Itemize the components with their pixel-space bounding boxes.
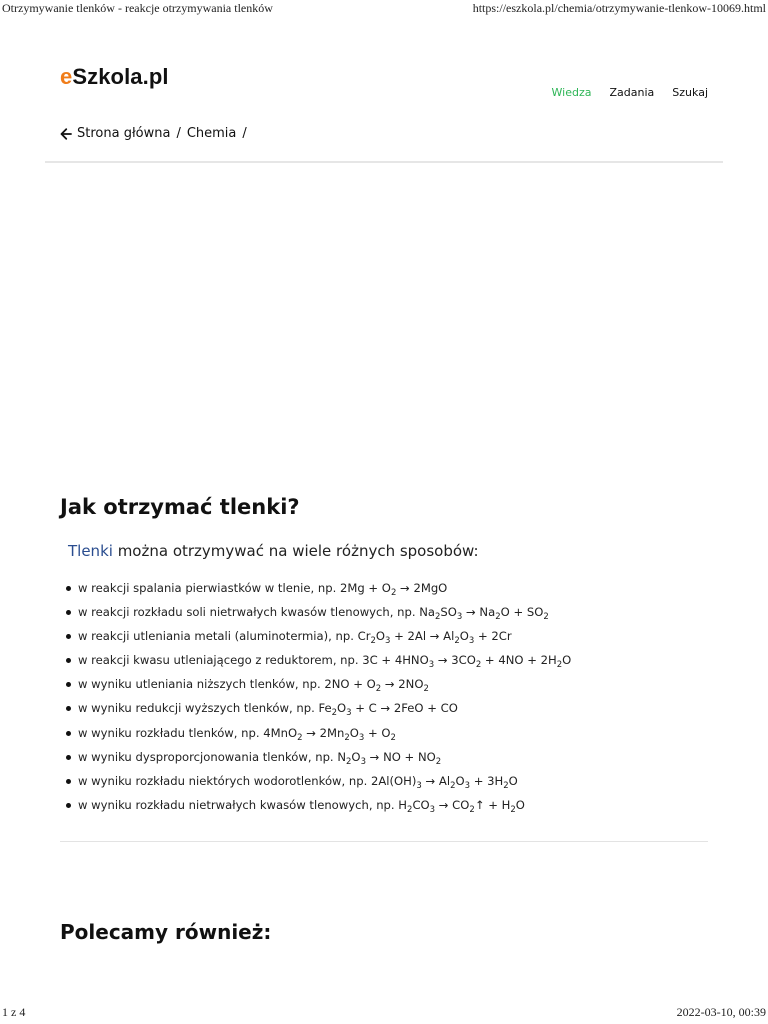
article-title: Jak otrzymać tlenki? [60,495,300,519]
method-list-item [78,673,571,697]
breadcrumb-separator: / [242,126,247,141]
print-page-counter: 1 z 4 [2,1005,26,1019]
site-logo[interactable] [60,64,169,90]
method-list-item [78,770,571,794]
chemical-equation: $Na_2SO_3 \to Na_2O + SO_2$ [419,605,549,623]
related-title: Polecamy również: [60,920,272,944]
chemical-equation: $2Mg + O_2 \to 2MgO$ [339,581,448,598]
method-list-item [78,697,571,721]
method-description: w wyniku utleniania niższych tlenków, np. [78,677,325,692]
print-url: https://eszkola.pl/chemia/otrzymywanie-tlenkow-10069.html [472,1,766,15]
tlenki-link[interactable]: Tlenki [68,542,113,560]
method-list-item [78,601,571,625]
print-header [0,0,768,18]
method-description: w wyniku dysproporcjonowania tlenków, np. [78,749,338,764]
breadcrumb [60,126,248,141]
nav-item-szukaj[interactable]: Szukaj [672,86,708,99]
methods-list [60,577,571,818]
chemical-equation: $2Al(OH)_3 \to Al_2O_3 + 3H_2O$ [370,773,518,791]
method-list-item [78,722,571,746]
article-intro [68,542,479,560]
logo-accent: e [60,64,73,89]
method-list-item [78,649,571,673]
nav-item-wiedza[interactable]: Wiedza [551,86,592,99]
method-description: w reakcji rozkładu soli nietrwałych kwasów tlenowych, np. [78,605,420,620]
method-description: w wyniku redukcji wyższych tlenków, np. [78,701,319,716]
chemical-equation: $N_2O_3$ → NO + $NO_2$ [337,749,442,767]
logo-text: Szkola.pl [72,64,169,89]
intro-text: można otrzymywać na wiele różnych sposobów: [112,542,479,560]
header-divider [45,161,723,163]
chemical-equation: $Cr_2O_3 + 2Al \to Al_2O_3 + 2Cr$ [357,629,512,647]
print-timestamp: 2022-03-10, 00:39 [676,1005,766,1019]
method-description: w reakcji utleniania metali (aluminotermia), np. [78,629,358,644]
method-description: w wyniku rozkładu nietrwałych kwasów tlenowych, np. [78,797,399,812]
method-list-item [78,746,571,770]
method-list-item [78,794,571,818]
breadcrumb-separator: / [176,126,181,141]
ad-placeholder [45,170,723,470]
chemical-equation: $Fe_2O_3 + C \to 2FeO$ + CO [318,701,458,719]
method-description: w wyniku rozkładu niektórych wodorotlenków, np. [78,773,371,788]
method-description: w wyniku rozkładu tlenków, np. [78,725,264,740]
method-list-item [78,577,571,601]
content-divider [60,841,708,842]
chemical-equation: $H_2CO_3$ → $CO_2↑ + H_2O$ [398,797,525,815]
print-page-title: Otrzymywanie tlenków - reakcje otrzymywania tlenków [2,1,273,15]
nav-item-zadania[interactable]: Zadania [609,86,655,99]
breadcrumb-category[interactable]: Chemia [186,126,237,141]
chemical-equation: $2NO + O_2 \to 2NO_2$ [324,677,429,695]
chemical-equation: $4MnO_2 \to 2Mn_2O_3 + O_2$ [263,725,396,743]
method-description: w reakcji kwasu utleniającego z reduktorem, np. [78,653,363,668]
top-navigation [552,86,708,99]
print-footer [0,1004,768,1024]
arrow-left-icon[interactable] [60,128,72,140]
method-list-item [78,625,571,649]
method-description: w reakcji spalania pierwiastków w tlenie, np. [78,581,340,595]
breadcrumb-home[interactable]: Strona główna [77,126,171,141]
chemical-equation: $3C + 4HNO_3 \to 3CO_2 + 4NO + 2H_2O$ [362,653,572,671]
